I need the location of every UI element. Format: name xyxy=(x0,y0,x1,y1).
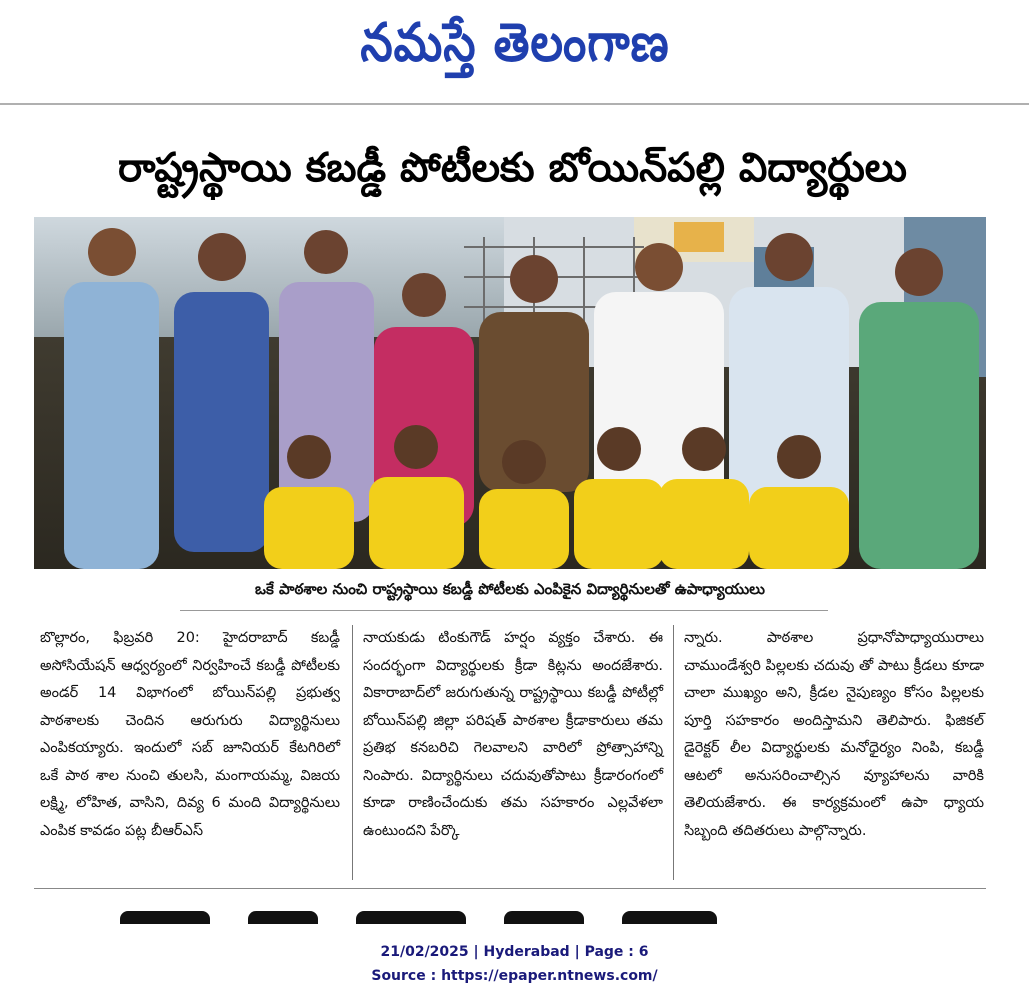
page-footer xyxy=(0,940,1029,988)
column-divider xyxy=(673,625,674,880)
group-photo-illustration xyxy=(34,217,986,569)
article-photo xyxy=(34,217,986,569)
article-column-3 xyxy=(684,625,984,883)
masthead-divider xyxy=(0,103,1029,105)
caption-divider xyxy=(180,610,828,611)
clipped-next-headline xyxy=(120,910,820,924)
masthead xyxy=(0,0,1029,100)
newspaper-logo[interactable]: నమస్తే తెలంగాణ xyxy=(360,10,670,74)
article-headline: రాష్ట్రస్థాయి కబడ్డీ పోటీలకు బోయిన్‌పల్లి విద్యార్థులు xyxy=(118,145,907,191)
column-3-text: న్నారు. పాఠశాల ప్రధానోపాధ్యాయురాలు చాముండేశ్వరి పిల్లలకు చదువు తో పాటు క్రీడలు కూడా చాలా ముఖ్యం అని, క్రీడల నైపుణ్యం కోసం పిల్లలకు పూర్తి సహకారం అందిస్తామని తెలిపారు. ఫిజికల్ డైరెక్టర్ లీల విద్యార్థులకు మనోధైర్యం నింపి, కబడ్డీ ఆటలో అనుసరించాల్సిన వ్యూహాలను వారికి తెలియజేశారు. ఈ కార్యక్రమంలో ఉపా ధ్యాయ సిబ్బంది తదితరులు పాల్గొన్నారు. xyxy=(684,630,984,839)
source-link[interactable]: Source : https://epaper.ntnews.com/ xyxy=(371,968,658,984)
column-divider xyxy=(352,625,353,880)
article-column-1 xyxy=(40,625,340,883)
column-1-text: బొల్లారం, ఫిబ్రవరి 20: హైదరాబాద్ కబడ్డీ అసోసియేషన్ ఆధ్వర్యంలో నిర్వహించే కబడ్డీ పోటీలకు అండర్ 14 విభాగంలో బోయిన్‌పల్లి ప్రభుత్వ పాఠశాలకు చెందిన ఆరుగురు విద్యార్థినులు ఎంపికయ్యారు. ఇందులో సబ్ జూనియర్ కేటగిరిలో ఒకే పాఠ శాల నుంచి తులసి, మంగాయమ్మ, విజయ లక్ష్మి, లోహిత, వాసిని, దివ్య 6 మంది విద్యార్థినులు ఎంపిక కావడం పట్ల బీఆర్ఎస్ xyxy=(40,630,340,839)
article-column-2 xyxy=(363,625,663,883)
article-bottom-divider xyxy=(34,888,986,889)
column-2-text: నాయకుడు టింకుగౌడ్ హర్షం వ్యక్తం చేశారు. ఈ సందర్భంగా విద్యార్థులకు క్రీడా కిట్లను అందజేశారు. వికారాబాద్‌లో జరుగుతున్న రాష్ట్రస్థాయి కబడ్డీ పోటీల్లో బోయిన్‌పల్లి జిల్లా పరిషత్ పాఠశాల క్రీడాకారులు తమ ప్రతిభ కనబరిచి గెలవాలని వారిలో ప్రోత్సాహాన్ని నింపారు. విద్యార్థినులు చదువుతోపాటు క్రీడారంగంలో కూడా రాణించేందుకు తమ సహకారం ఎల్లవేళలా ఉంటుందని పేర్కొ xyxy=(363,630,663,839)
photo-caption: ఒకే పాఠశాల నుంచి రాష్ట్రస్థాయి కబడ్డీ పోటీలకు ఎంపికైన విద్యార్థినులతో ఉపాధ్యాయులు xyxy=(255,580,765,598)
edition-info: 21/02/2025 | Hyderabad | Page : 6 xyxy=(380,944,649,960)
